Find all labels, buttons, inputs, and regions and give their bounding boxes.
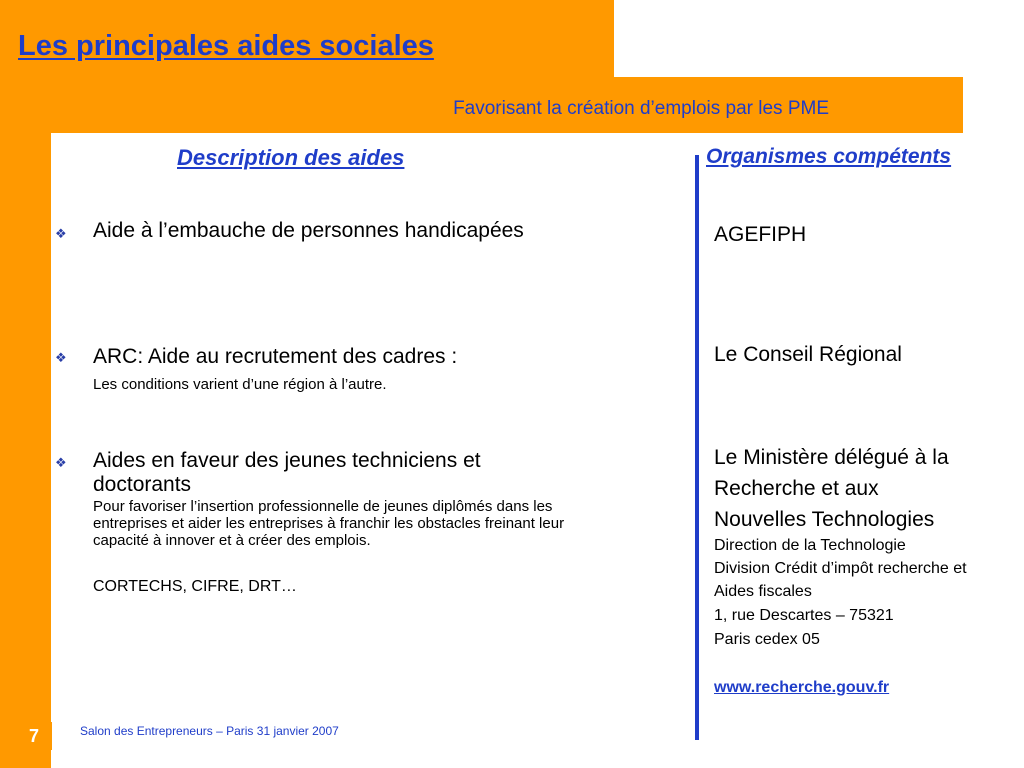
right-column-heading: Organismes compétents: [706, 145, 952, 168]
organisme-detail: Direction de la Technologie: [714, 537, 906, 554]
organisme-name: AGEFIPH: [714, 223, 807, 246]
column-divider: [695, 155, 699, 740]
aide-title: Aide à l’embauche de personnes handicapées: [93, 219, 524, 242]
footer-text: Salon des Entrepreneurs – Paris 31 janvier 2007: [80, 724, 339, 738]
organisme-name: Recherche et aux: [714, 477, 879, 500]
diamond-bullet-icon: ❖: [55, 350, 67, 365]
diamond-bullet-icon: ❖: [55, 455, 67, 470]
page-number: 7: [16, 722, 52, 750]
aide-programs: CORTECHS, CIFRE, DRT…: [93, 578, 297, 595]
aide-title: doctorants: [93, 473, 192, 496]
aide-title: Aides en faveur des jeunes techniciens et: [93, 449, 481, 472]
aide-title: ARC: Aide au recrutement des cadres :: [93, 345, 458, 368]
organisme-name: Nouvelles Technologies: [714, 508, 935, 531]
website-link[interactable]: www.recherche.gouv.fr: [714, 679, 890, 696]
organisme-name: Le Ministère délégué à la: [714, 446, 949, 469]
aide-detail: Pour favoriser l’insertion professionnelle de jeunes diplômés dans les entreprises et aider les entreprises à franchir les obstacles freinant leur capacité à innover et à créer des emplois.: [93, 498, 565, 549]
slide-title: Les principales aides sociales: [18, 30, 434, 62]
organisme-address: 1, rue Descartes – 75321: [714, 607, 894, 624]
organisme-address: Paris cedex 05: [714, 631, 820, 648]
organisme-detail: Division Crédit d’impôt recherche et: [714, 560, 967, 577]
diamond-bullet-icon: ❖: [55, 226, 67, 241]
slide-subtitle: Favorisant la création d’emplois par les PME: [453, 98, 829, 119]
aide-detail: Les conditions varient d’une région à l’autre.: [93, 376, 387, 393]
left-column-heading: Description des aides: [177, 145, 405, 170]
organisme-name: Le Conseil Régional: [714, 343, 902, 366]
left-sidebar-strip: [0, 133, 51, 768]
organisme-detail: Aides fiscales: [714, 583, 812, 600]
